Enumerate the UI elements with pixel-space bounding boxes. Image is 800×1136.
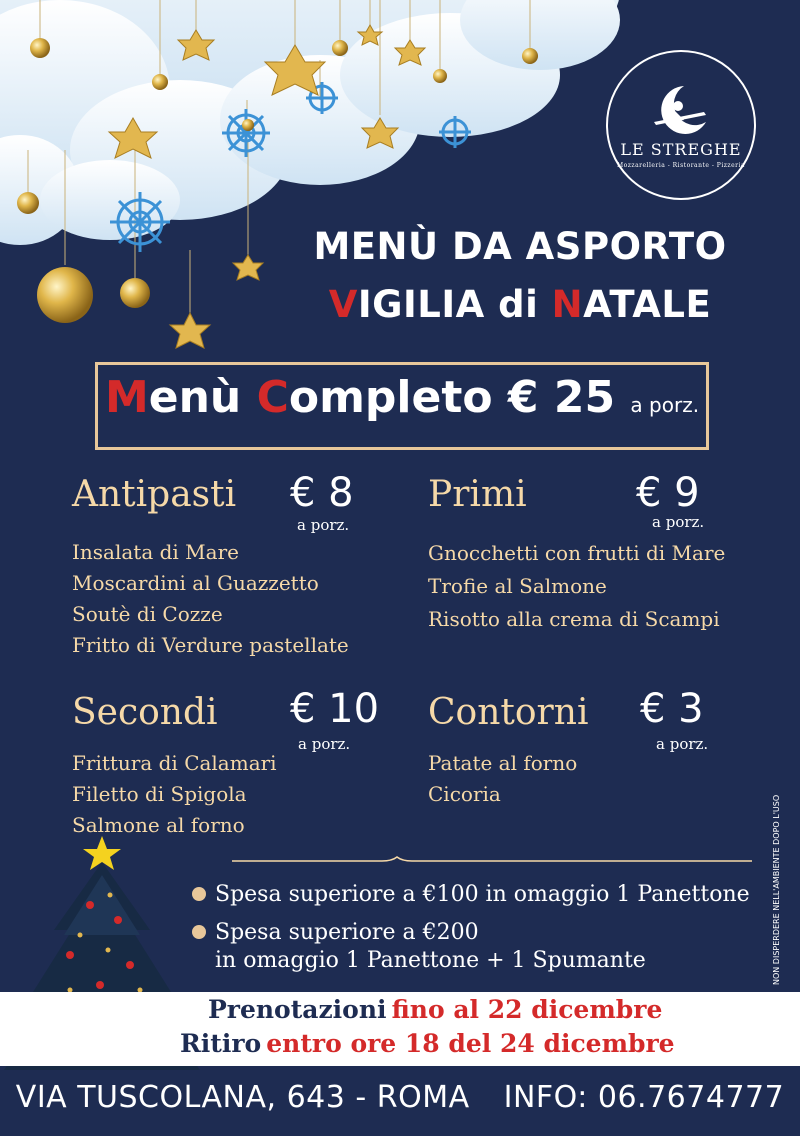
offer-spumante-line-1: Spesa superiore a €200: [215, 920, 479, 945]
price-primi: € 9: [636, 470, 700, 516]
bullet-dot: [192, 887, 206, 901]
unit-primi: a porz.: [652, 513, 705, 531]
clouds: [0, 0, 620, 245]
section-title-antipasti: Antipasti: [72, 474, 237, 515]
box-initial-m: M: [104, 372, 149, 423]
unit-antipasti: a porz.: [297, 516, 350, 534]
box-word-menu: enù: [148, 372, 257, 423]
list-item: Frittura di Calamari: [72, 751, 277, 775]
moon-witch-icon: [644, 82, 722, 138]
pickup-deadline: entro ore 18 del 24 dicembre: [266, 1029, 675, 1058]
section-title-contorni: Contorni: [428, 692, 589, 733]
list-item: Trofie al Salmone: [428, 574, 607, 598]
box-word-completo-price: ompleto € 25: [288, 372, 631, 423]
footer-phone: INFO: 06.7674777: [503, 1080, 785, 1115]
section-title-primi: Primi: [428, 474, 527, 515]
restaurant-logo: [606, 50, 756, 200]
list-item: Risotto alla crema di Scampi: [428, 607, 720, 631]
list-item: Patate al forno: [428, 751, 578, 775]
bullet-dot: [192, 925, 206, 939]
logo-subtitle: Mozzarelleria - Ristorante - Pizzeria: [616, 162, 745, 169]
title-line-2: [250, 283, 790, 326]
offer-panettone: Spesa superiore a €100 in omaggio 1 Panettone: [215, 882, 750, 907]
booking-line-2: [180, 1029, 675, 1058]
list-item: Fritto di Verdure pastellate: [72, 633, 349, 657]
unit-secondi: a porz.: [298, 735, 351, 753]
title-word-vigilia: IGILIA di: [357, 283, 552, 326]
list-item: Gnocchetti con frutti di Mare: [428, 541, 726, 565]
items-secondi: [72, 748, 277, 841]
title-initial-v: V: [328, 283, 358, 326]
list-item: Cicoria: [428, 782, 501, 806]
booking-deadline: fino al 22 dicembre: [391, 995, 663, 1024]
title-word-natale: ATALE: [583, 283, 712, 326]
title-line-1: MENÙ DA ASPORTO: [313, 225, 727, 268]
logo-name: LE STREGHE: [620, 140, 742, 159]
box-initial-c: C: [256, 372, 289, 423]
price-contorni: € 3: [640, 686, 704, 732]
disposal-note-text: NON DISPERDERE NELL'AMBIENTE DOPO L'USO: [772, 794, 781, 985]
list-item: Insalata di Mare: [72, 540, 239, 564]
price-secondi: € 10: [290, 686, 380, 732]
unit-contorni: a porz.: [656, 735, 709, 753]
list-item: Soutè di Cozze: [72, 602, 223, 626]
items-primi: [428, 537, 725, 636]
booking-line-1: [208, 995, 662, 1024]
footer-contact: [0, 1080, 800, 1115]
list-item: Salmone al forno: [72, 813, 245, 837]
offer-spumante-line-2: in omaggio 1 Panettone + 1 Spumante: [215, 948, 646, 973]
footer-address: VIA TUSCOLANA, 643 - ROMA: [15, 1080, 470, 1115]
items-contorni: [428, 748, 577, 810]
price-antipasti: € 8: [290, 470, 354, 516]
ornamental-divider: [232, 855, 752, 865]
section-title-secondi: Secondi: [72, 692, 218, 733]
title-initial-n: N: [551, 283, 584, 326]
list-item: Filetto di Spigola: [72, 782, 247, 806]
items-antipasti: [72, 537, 349, 661]
booking-label: Prenotazioni: [208, 995, 387, 1024]
disposal-note: [770, 745, 784, 985]
list-item: Moscardini al Guazzetto: [72, 571, 319, 595]
box-unit: a porz.: [630, 393, 700, 417]
menu-completo-label: [95, 372, 709, 423]
pickup-label: Ritiro: [180, 1029, 262, 1058]
